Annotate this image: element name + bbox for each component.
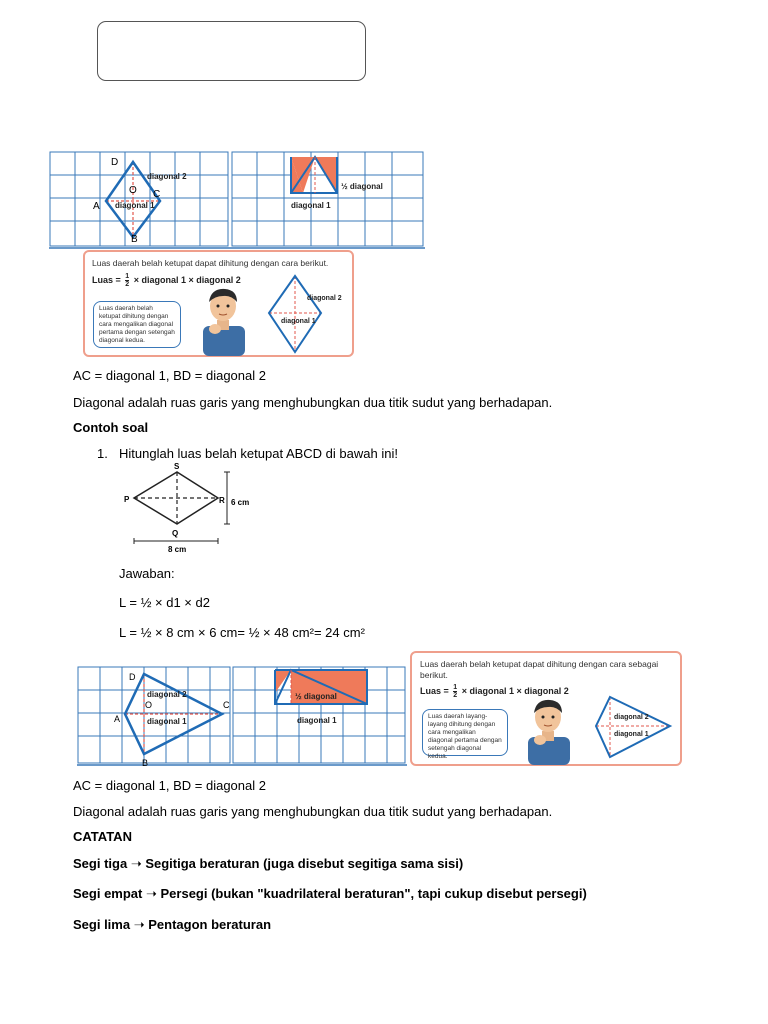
label-diagonal-2: diagonal 2 (147, 172, 187, 181)
formula2-prefix: Luas = (420, 685, 449, 696)
arrow-right-icon: ➝ (133, 917, 145, 932)
fraction-num: 1 (125, 273, 130, 280)
label-D: D (111, 157, 119, 168)
formula-fraction (125, 273, 129, 288)
empty-title-box (97, 21, 366, 81)
note-desc: Pentagon beraturan (148, 917, 272, 932)
callout2-kite (588, 693, 680, 763)
note-desc: Persegi (bukan "kuadrilateral beraturan", tapi cukup disebut persegi) (160, 886, 587, 901)
kite-label-B: B (142, 758, 149, 768)
label-8cm: 8 cm (168, 545, 187, 554)
callout-intro: Luas daerah belah ketupat dapat dihitung dengan cara berikut. (92, 258, 329, 268)
kite-label-D: D (129, 672, 136, 682)
callout-d2: diagonal 2 (307, 295, 342, 302)
note-shape: Segi empat (73, 886, 143, 901)
note-shape: Segi lima (73, 917, 131, 932)
jawaban-label: Jawaban: (119, 566, 175, 581)
catatan-heading: CATATAN (73, 829, 132, 844)
kite-label-O: O (145, 700, 153, 710)
label-O: O (129, 185, 137, 196)
formula-suffix: × diagonal 1 × diagonal 2 (133, 274, 241, 285)
callout-rhombus (265, 272, 353, 358)
formula-general: L = ½ × d1 × d2 (119, 595, 210, 610)
kite-diagonal-1-right: diagonal 1 (297, 716, 337, 725)
callout2-d2: diagonal 2 (614, 714, 649, 721)
label-S: S (174, 462, 180, 471)
label-A: A (93, 201, 100, 212)
rhombus-grid-figure-1 (49, 151, 425, 249)
boy-illustration (195, 284, 251, 356)
diagonal-explanation-2: Diagonal adalah ruas garis yang menghubungkan dua titik sudut yang berhadapan. (73, 804, 553, 819)
diagonal-definition-ac-bd-2: AC = diagonal 1, BD = diagonal 2 (73, 778, 266, 793)
arrow-right-icon: ➝ (145, 886, 157, 901)
label-R: R (219, 496, 225, 505)
callout2-d1: diagonal 1 (614, 731, 649, 738)
speech-bubble: Luas daerah belah ketupat dihitung dengan cara mengalikan diagonal pertama dengan setengah diagonal kedua. (93, 301, 181, 348)
question-number: 1. (97, 446, 108, 461)
callout2-intro-2: berikut. (420, 670, 448, 680)
note-item (73, 917, 271, 933)
callout2-intro-1: Luas daerah belah ketupat dapat dihitung dengan cara sebagai (420, 659, 659, 669)
formula2-fraction (453, 684, 457, 699)
note-item (73, 856, 463, 872)
contoh-soal-heading: Contoh soal (73, 420, 149, 435)
kite-grid-figure (77, 660, 407, 768)
formula-computed: L = ½ × 8 cm × 6 cm= ½ × 48 cm²= 24 cm² (119, 625, 365, 640)
rhombus-pqrs-figure (120, 462, 270, 556)
fraction2-den: 2 (453, 692, 458, 699)
label-diagonal-1: diagonal 1 (115, 201, 155, 210)
speech-bubble-2: Luas daerah layang-layang dihitung dengan cara mengalikan diagonal pertama dengan setengah diagonal kedua. (422, 709, 508, 756)
label-6cm: 6 cm (231, 498, 250, 507)
callout-d1: diagonal 1 (281, 318, 316, 325)
fraction2-num: 1 (453, 684, 458, 691)
fraction-den: 2 (125, 281, 130, 288)
note-shape: Segi tiga (73, 856, 128, 871)
boy-illustration-2 (520, 695, 576, 765)
label-diagonal-1-right: diagonal 1 (291, 201, 331, 210)
label-Q: Q (172, 529, 179, 538)
question-text: Hitunglah luas belah ketupat ABCD di bawah ini! (119, 446, 398, 461)
kite-label-diagonal-2: diagonal 2 (147, 690, 187, 699)
kite-area-callout (410, 651, 682, 766)
diagonal-definition-ac-bd: AC = diagonal 1, BD = diagonal 2 (73, 368, 266, 383)
kite-half-diagonal: ½ diagonal (295, 692, 337, 701)
label-P: P (124, 495, 130, 504)
rhombus-area-callout (83, 250, 354, 357)
kite-label-diagonal-1: diagonal 1 (147, 717, 187, 726)
kite-label-A: A (114, 714, 121, 724)
label-B: B (131, 234, 138, 245)
arrow-right-icon: ➝ (130, 856, 142, 871)
formula-prefix: Luas = (92, 274, 121, 285)
label-half-diagonal: ½ diagonal (341, 182, 383, 191)
label-C: C (153, 189, 161, 200)
kite-label-C: C (223, 700, 230, 710)
formula2-suffix: × diagonal 1 × diagonal 2 (461, 685, 569, 696)
note-item (73, 886, 587, 902)
note-desc: Segitiga beraturan (juga disebut segitiga sama sisi) (145, 856, 464, 871)
diagonal-explanation: Diagonal adalah ruas garis yang menghubungkan dua titik sudut yang berhadapan. (73, 395, 553, 410)
